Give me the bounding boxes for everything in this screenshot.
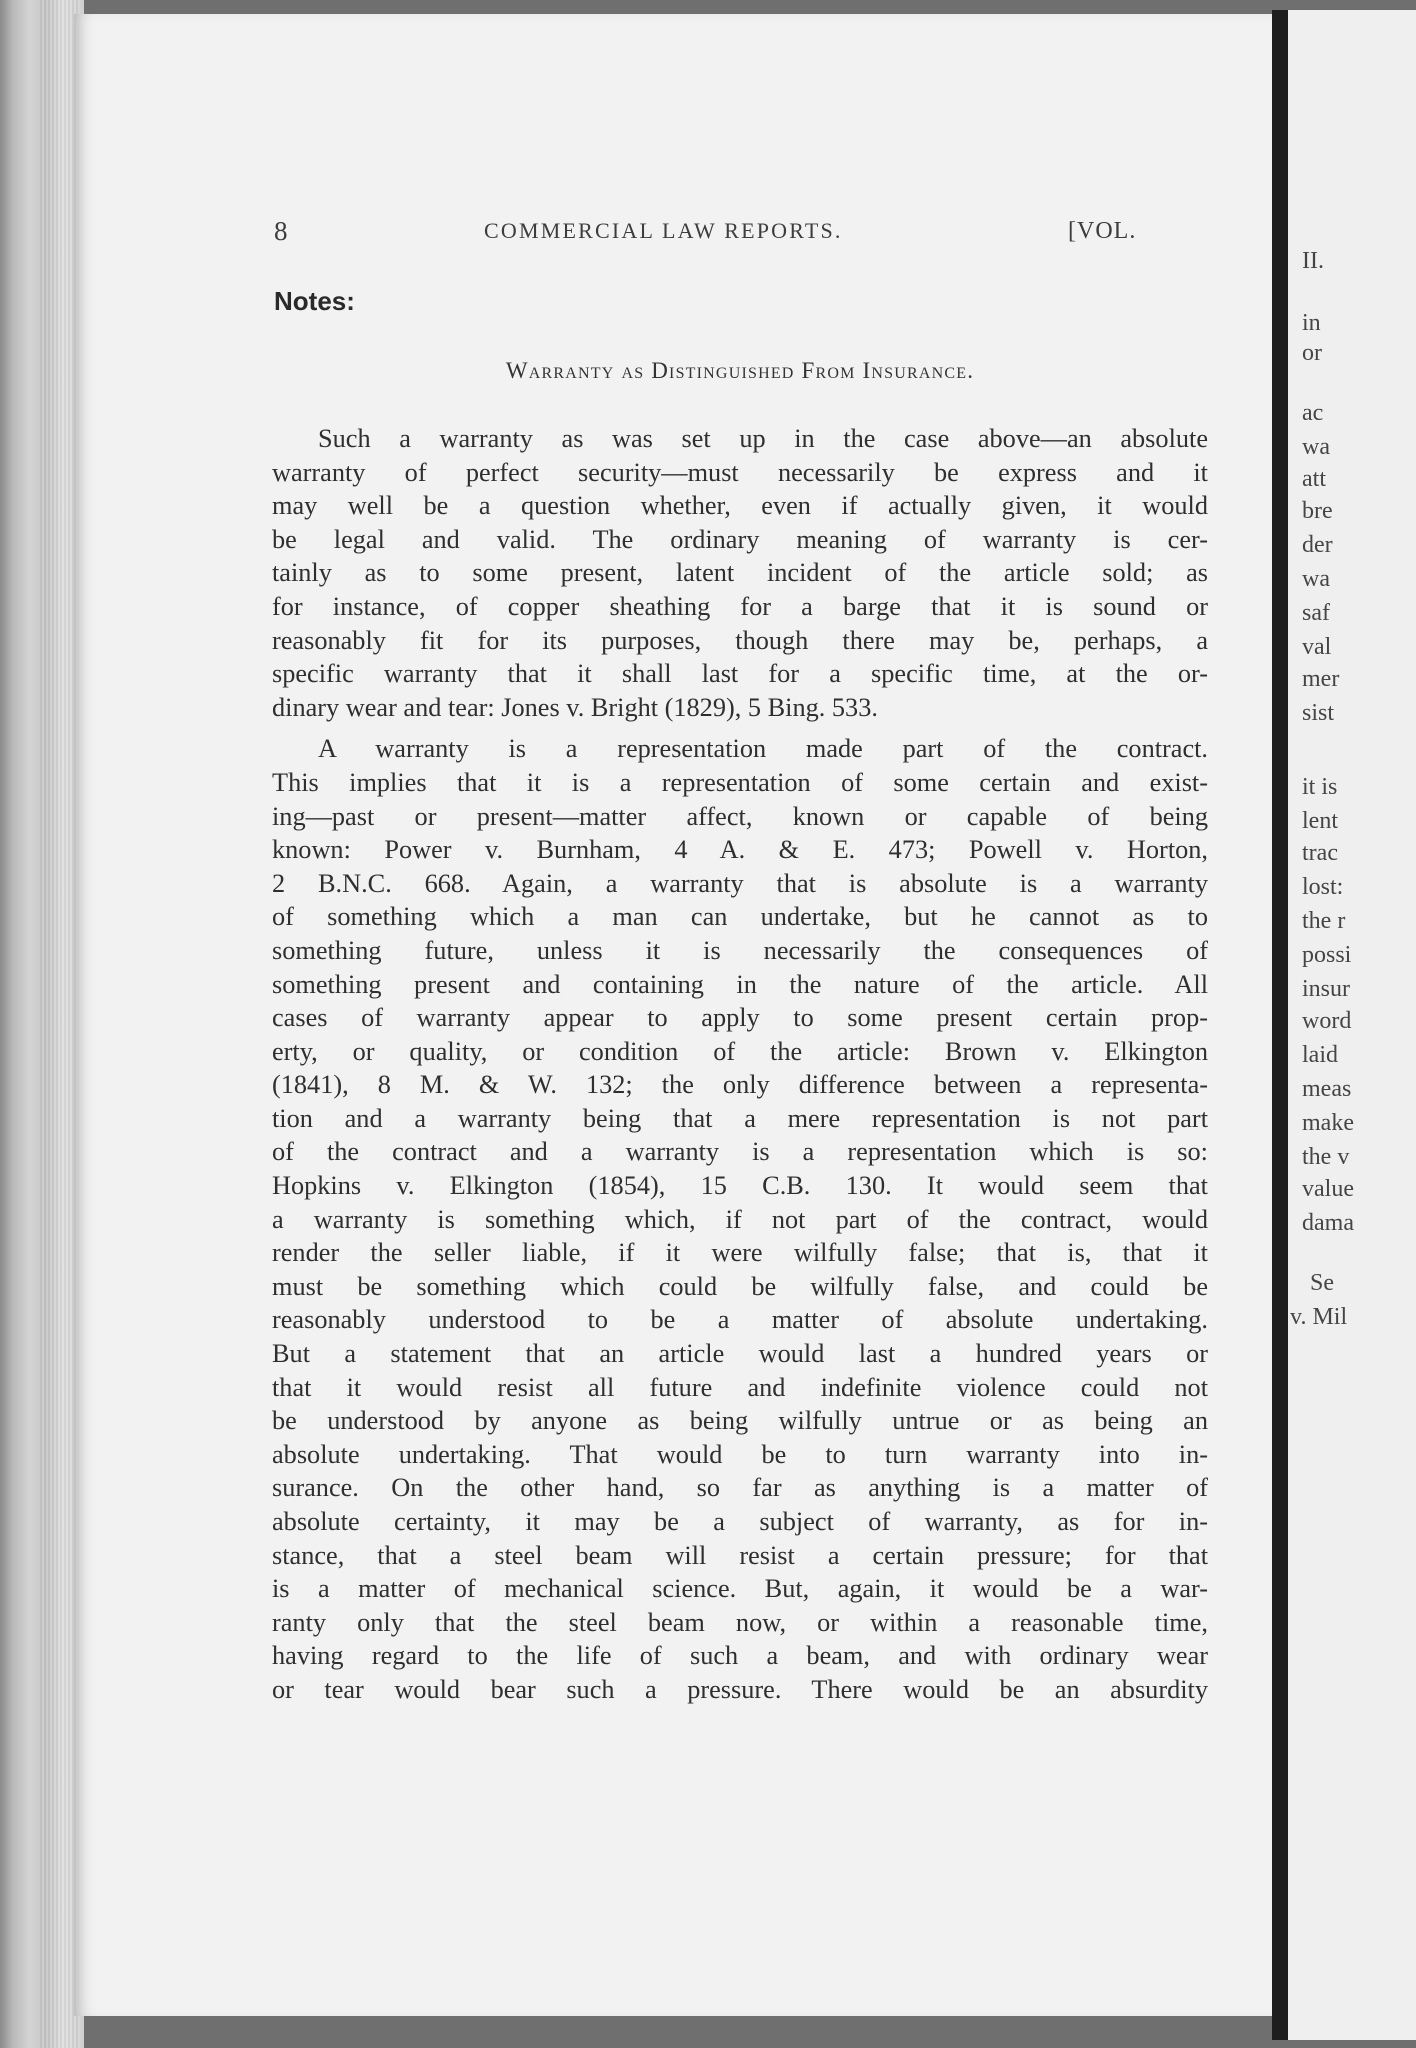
facing-page-fragment: wa: [1302, 434, 1330, 460]
text-line: This implies that it is a representation of some certain and exist-: [272, 767, 1208, 797]
text-line: must be something which could be wilfully false, and could be: [272, 1271, 1208, 1301]
facing-page-fragment: possi: [1302, 942, 1352, 968]
text-line: specific warranty that it shall last for a specific time, at the or-: [272, 659, 1208, 689]
text-line: ing—past or present—matter affect, known or capable of being: [272, 801, 1208, 831]
text-line: dinary wear and tear: Jones v. Bright (1829), 5 Bing. 533.: [272, 692, 878, 722]
text-line: A warranty is a representation made part of the contract.: [318, 734, 1208, 764]
text-line: of something which a man can undertake, but he cannot as to: [272, 902, 1208, 932]
text-line: a warranty is something which, if not part of the contract, would: [272, 1204, 1208, 1234]
text-line: cases of warranty appear to apply to some present certain prop-: [272, 1003, 1208, 1033]
text-line: stance, that a steel beam will resist a certain pressure; for that: [272, 1540, 1208, 1570]
running-title: COMMERCIAL LAW REPORTS.: [484, 218, 843, 243]
facing-page-fragment: in: [1302, 310, 1321, 336]
text-line: or tear would bear such a pressure. There would be an absurdity: [272, 1674, 1208, 1704]
facing-page-fragment: word: [1302, 1008, 1352, 1034]
left-page: [74, 14, 1272, 2016]
facing-page-fragment: the v: [1302, 1144, 1350, 1170]
facing-page-fragment: v. Mil: [1290, 1304, 1348, 1330]
facing-page-fragment: Se: [1310, 1270, 1334, 1296]
text-line: (1841), 8 M. & W. 132; the only difference between a representa-: [272, 1070, 1208, 1100]
text-line: erty, or quality, or condition of the article: Brown v. Elkington: [272, 1036, 1208, 1066]
page-number: 8: [274, 216, 288, 246]
text-line: reasonably understood to be a matter of absolute undertaking.: [272, 1305, 1208, 1335]
facing-page-fragment: laid: [1302, 1042, 1338, 1068]
volume-marker: [VOL.: [1068, 218, 1137, 244]
facing-page-fragment: or: [1302, 340, 1322, 366]
facing-page-fragment: saf: [1302, 600, 1330, 626]
text-line: that it would resist all future and indefinite violence could not: [272, 1372, 1208, 1402]
text-line: something present and containing in the nature of the article. All: [272, 969, 1208, 999]
text-line: having regard to the life of such a beam, and with ordinary wear: [272, 1641, 1208, 1671]
paragraph-1: [272, 422, 1208, 724]
book-gutter: [1272, 10, 1288, 2040]
text-line: something future, unless it is necessarily the consequences of: [272, 935, 1208, 965]
facing-page-fragment: sist: [1302, 700, 1335, 726]
text-line: warranty of perfect security—must necessarily be express and it: [272, 457, 1208, 487]
facing-page-fragment: insur: [1302, 976, 1350, 1002]
facing-page-fragment: make: [1302, 1110, 1354, 1136]
facing-page-fragment: att: [1302, 466, 1326, 492]
paragraph-2: [272, 732, 1208, 1706]
facing-page-fragment: value: [1302, 1176, 1354, 1202]
facing-page-fragment: dama: [1302, 1210, 1354, 1236]
body-text: [272, 422, 1208, 1707]
facing-page-fragment: mer: [1302, 666, 1340, 692]
text-line: Such a warranty as was set up in the case above—an absolute: [318, 424, 1208, 453]
text-line: absolute certainty, it may be a subject of warranty, as for in-: [272, 1507, 1208, 1536]
text-line: be understood by anyone as being wilfully untrue or as being an: [272, 1406, 1208, 1436]
facing-page-fragment: der: [1302, 532, 1333, 558]
text-line: tion and a warranty being that a mere representation is not part: [272, 1103, 1208, 1133]
facing-page-fragment: meas: [1302, 1076, 1352, 1102]
facing-page-edge: [1288, 10, 1416, 2040]
text-line: But a statement that an article would last a hundred years or: [272, 1339, 1208, 1369]
facing-page-fragment: lent: [1302, 808, 1338, 834]
text-line: for instance, of copper sheathing for a barge that it is sound or: [272, 591, 1208, 621]
text-line: is a matter of mechanical science. But, again, it would be a war-: [272, 1574, 1208, 1604]
text-line: surance. On the other hand, so far as anything is a matter of: [272, 1473, 1208, 1503]
facing-page-fragment: bre: [1302, 498, 1333, 524]
page-header: [74, 14, 1272, 246]
facing-page-fragment: the r: [1302, 908, 1346, 934]
text-line: may well be a question whether, even if actually given, it would: [272, 491, 1208, 521]
facing-page-fragment: trac: [1302, 840, 1338, 866]
facing-page-fragment: it is: [1302, 774, 1338, 800]
text-line: 2 B.N.C. 668. Again, a warranty that is absolute is a warranty: [272, 868, 1208, 898]
notes-heading: Notes:: [274, 286, 355, 316]
text-line: known: Power v. Burnham, 4 A. & E. 473; Powell v. Horton,: [272, 835, 1208, 865]
text-line: be legal and valid. The ordinary meaning of warranty is cer-: [272, 524, 1208, 554]
book-spine-edge: [0, 0, 84, 2048]
facing-page-fragment: val: [1302, 634, 1332, 660]
facing-page-fragment: ac: [1302, 400, 1324, 426]
text-line: render the seller liable, if it were wilfully false; that is, that it: [272, 1238, 1208, 1268]
text-line: absolute undertaking. That would be to turn warranty into in-: [272, 1439, 1208, 1469]
text-line: reasonably fit for its purposes, though there may be, perhaps, a: [272, 625, 1208, 655]
text-line: of the contract and a warranty is a representation which is so:: [272, 1137, 1208, 1167]
text-line: Hopkins v. Elkington (1854), 15 C.B. 130. It would seem that: [272, 1171, 1208, 1201]
facing-page-fragment: II.: [1302, 248, 1324, 274]
text-line: tainly as to some present, latent incident of the article sold; as: [272, 558, 1208, 588]
facing-page-fragment: lost:: [1302, 874, 1344, 900]
text-line: ranty only that the steel beam now, or within a reasonable time,: [272, 1607, 1208, 1637]
section-title: Warranty as Distinguished From Insurance.: [505, 358, 975, 383]
facing-page-fragment: wa: [1302, 566, 1330, 592]
